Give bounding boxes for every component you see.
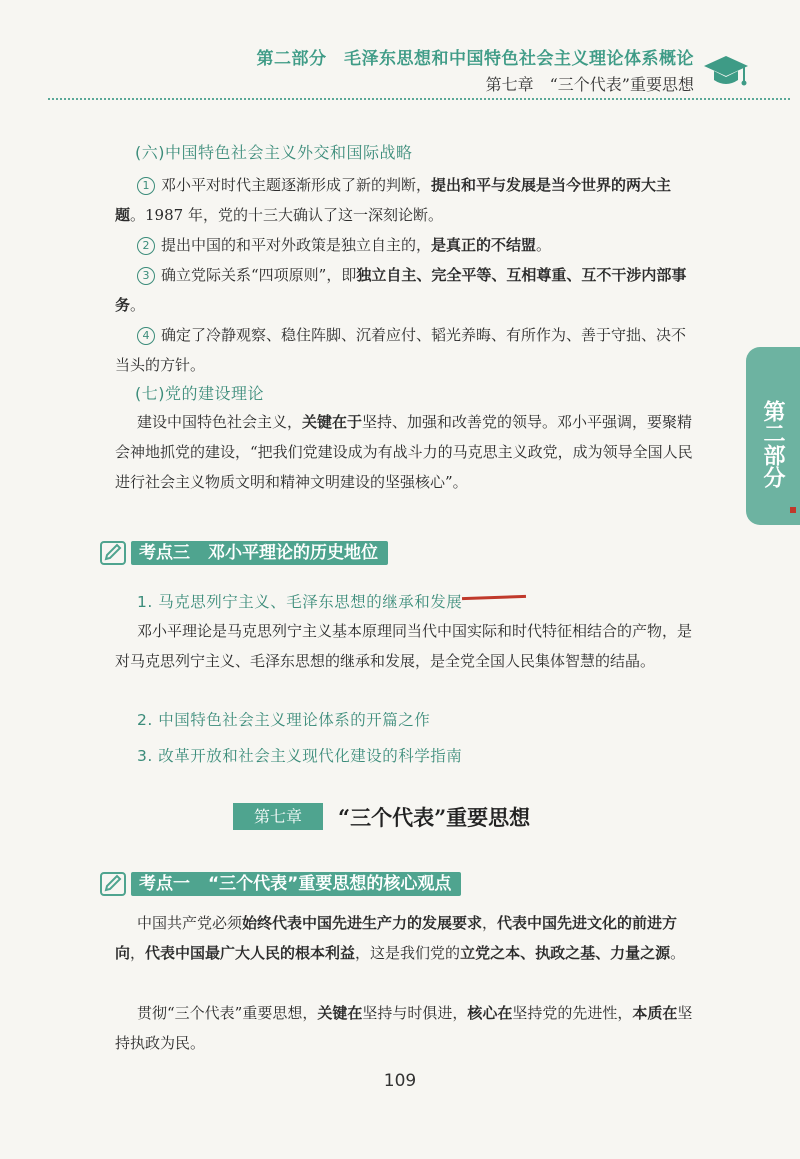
para-bold-text: 关键在 (317, 1004, 363, 1022)
red-pen-mark (462, 595, 526, 600)
kd3-paragraph: 邓小平理论是马克思列宁主义基本原理同当代中国实际和时代特征相结合的产物，是对马克思列宁主义、毛泽东思想的继承和发展，是全党全国人民集体智慧的结晶。 (115, 622, 693, 670)
header-chapter-title: 第七章 “三个代表”重要思想 (485, 75, 694, 94)
item-text: 。1987 年，党的十三大确认了这一深刻论断。 (130, 206, 443, 224)
para-bold-text: 核心在 (467, 1004, 513, 1022)
para-text: 贯彻“三个代表”重要思想， (137, 1004, 318, 1022)
kd3-heading-2: 2. 中国特色社会主义理论体系的开篇之作 (137, 711, 431, 729)
kaodian-label: 考点三 (139, 543, 190, 563)
para-text: 。 (670, 944, 686, 962)
part-side-tab (746, 347, 800, 525)
header-divider (48, 98, 790, 100)
page-number: 109 (383, 1071, 417, 1091)
graduation-cap-icon (702, 52, 750, 92)
sec6-item-2 (115, 230, 695, 260)
kaodian-title: 邓小平理论的历史地位 (208, 543, 378, 563)
item-number: 4 (137, 327, 155, 345)
para-bold-text: 立党之本、执政之基、力量之源 (460, 944, 671, 962)
item-text: 邓小平对时代主题逐渐形成了新的判断， (161, 176, 432, 194)
kaodian-label: 考点一 (139, 874, 190, 894)
para-text: ，这是我们党的 (355, 944, 461, 962)
kaodian-1-heading (131, 872, 461, 896)
kaodian-3-heading (131, 541, 388, 565)
kd1-paragraph-1 (115, 908, 695, 968)
pencil-icon (100, 541, 126, 565)
para-text: 坚持与时俱进， (362, 1004, 468, 1022)
header-part-title: 第二部分 毛泽东思想和中国特色社会主义理论体系概论 (256, 49, 694, 69)
section-7-title: (七)党的建设理论 (135, 384, 264, 403)
kd3-heading-1: 1. 马克思列宁主义、毛泽东思想的继承和发展 (137, 593, 463, 611)
item-number: 1 (137, 177, 155, 195)
sec6-item-1 (115, 170, 695, 230)
chapter-title: “三个代表”重要思想 (338, 805, 531, 830)
para-bold-text: 代表中国先进文化的前进方向 (115, 914, 678, 962)
kd1-paragraph-2 (115, 998, 695, 1058)
sec7-paragraph (115, 407, 695, 497)
para-text: 坚持党的先进性， (512, 1004, 633, 1022)
para-text: 坚持执政为民。 (115, 1004, 693, 1052)
sec6-item-3 (115, 260, 695, 320)
item-text: 。 (536, 236, 552, 254)
para-bold-text: 代表中国最广大人民的根本利益 (145, 944, 356, 962)
item-bold-text: 提出和平与发展是当今世界的两大主题 (115, 176, 672, 224)
sec6-item-4 (115, 320, 695, 380)
item-text: 提出中国的和平对外政策是独立自主的， (161, 236, 432, 254)
para-text: 中国共产党必须 (137, 914, 243, 932)
item-bold-text: 是真正的不结盟 (431, 236, 537, 254)
item-text: 确定了冷静观察、稳住阵脚、沉着应付、韬光养晦、有所作为、善于守拙、决不当头的方针。 (115, 326, 687, 374)
para-text: ， (130, 944, 146, 962)
kd3-heading-3: 3. 改革开放和社会主义现代化建设的科学指南 (137, 747, 463, 765)
para-bold-text: 本质在 (632, 1004, 678, 1022)
item-number: 2 (137, 237, 155, 255)
section-6-title: (六)中国特色社会主义外交和国际战略 (135, 143, 413, 162)
para-text: 坚持、加强和改善党的领导。邓小平强调，要聚精会神地抓党的建设，“把我们党建设成为有战斗力的马克思主义政党，成为领导全国人民进行社会主义物质文明和精神文明建设的坚强核心”。 (115, 413, 693, 491)
side-tab-label: 第二部分 (760, 400, 786, 488)
item-text: 确立党际关系“四项原则”，即 (161, 266, 357, 284)
kaodian-title: “三个代表”重要思想的核心观点 (208, 874, 452, 894)
pencil-icon (100, 872, 126, 896)
chapter-label: 第七章 (233, 803, 323, 830)
para-bold-text: 始终代表中国先进生产力的发展要求 (242, 914, 483, 932)
item-text: 。 (130, 296, 146, 314)
para-bold-text: 关键在于 (302, 413, 363, 431)
item-number: 3 (137, 267, 155, 285)
para-text: ， (482, 914, 498, 932)
para-text: 建设中国特色社会主义， (137, 413, 303, 431)
side-tab-marker (790, 507, 796, 513)
item-bold-text: 独立自主、完全平等、互相尊重、互不干涉内部事务 (115, 266, 687, 314)
